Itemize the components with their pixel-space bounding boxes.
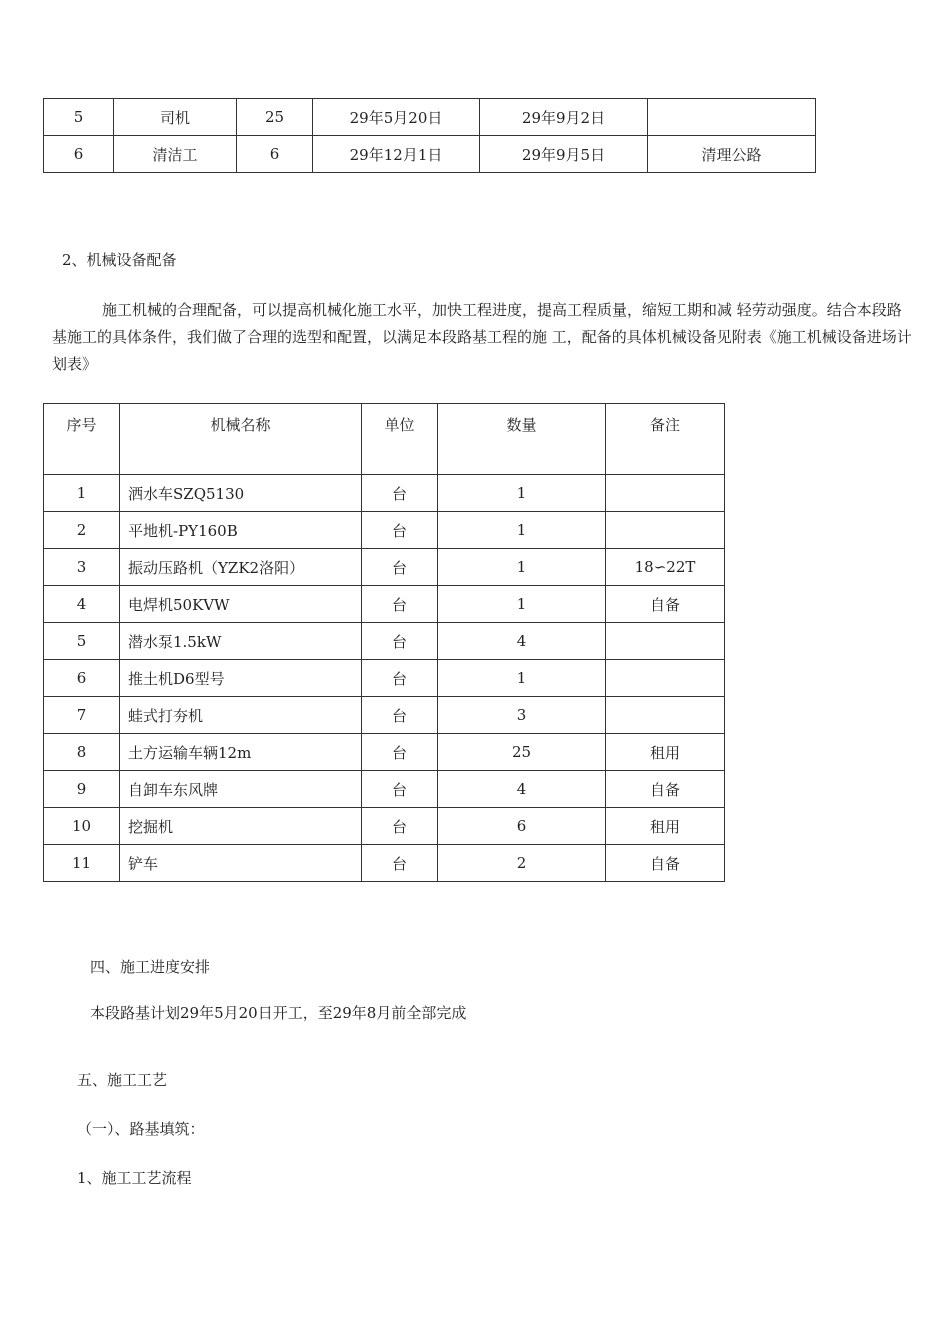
table-row <box>44 660 725 697</box>
table-row <box>44 475 725 512</box>
table-cell: 7 <box>44 697 120 734</box>
process-item-heading: 1、施工工艺流程 <box>77 1169 192 1187</box>
table-cell: 台 <box>362 660 438 697</box>
table-cell: 25 <box>237 99 313 136</box>
table-cell: 1 <box>438 512 606 549</box>
table-cell <box>606 475 725 512</box>
table-cell: 自备 <box>606 771 725 808</box>
table-cell: 11 <box>44 845 120 882</box>
table-cell: 1 <box>44 475 120 512</box>
table-cell: 29年5月20日 <box>313 99 480 136</box>
table-cell: 司机 <box>114 99 237 136</box>
column-header: 数量 <box>438 404 606 475</box>
table-cell: 清洁工 <box>114 136 237 173</box>
table-cell: 自备 <box>606 586 725 623</box>
table-cell: 4 <box>438 623 606 660</box>
worker-table <box>43 98 816 173</box>
table-cell: 6 <box>438 808 606 845</box>
table-cell: 台 <box>362 697 438 734</box>
process-sub-heading: （一）、路基填筑： <box>77 1120 205 1138</box>
table-row <box>44 586 725 623</box>
table-cell: 蛙式打夯机 <box>120 697 362 734</box>
table-cell: 台 <box>362 549 438 586</box>
table-cell: 6 <box>44 136 114 173</box>
table-cell: 6 <box>44 660 120 697</box>
table-cell: 台 <box>362 771 438 808</box>
table-cell: 台 <box>362 586 438 623</box>
column-header: 机械名称 <box>120 404 362 475</box>
machinery-paragraph: 施工机械的合理配备，可以提高机械化施工水平，加快工程进度，提高工程质量，缩短工期和减 轻劳动强度。结合本段路基施工的具体条件，我们做了合理的选型和配置，以满足本段路基工程的施 工，配备的具体机械设备见附表《施工机械设备进场计划表》 <box>52 301 912 373</box>
table-cell: 5 <box>44 99 114 136</box>
table-cell: 29年9月5日 <box>480 136 648 173</box>
table-cell: 3 <box>438 697 606 734</box>
table-cell: 振动压路机（YZK2洛阳） <box>120 549 362 586</box>
process-heading: 五、施工工艺 <box>77 1071 168 1089</box>
table-row <box>44 808 725 845</box>
column-header: 单位 <box>362 404 438 475</box>
table-cell: 平地机-PY160B <box>120 512 362 549</box>
table-cell: 挖掘机 <box>120 808 362 845</box>
table-cell: 潜水泵1.5kW <box>120 623 362 660</box>
table-cell: 4 <box>438 771 606 808</box>
table-cell: 台 <box>362 623 438 660</box>
table-cell: 4 <box>44 586 120 623</box>
table-cell: 1 <box>438 660 606 697</box>
table-cell: 1 <box>438 586 606 623</box>
machine-table <box>43 403 725 882</box>
table-cell <box>606 512 725 549</box>
table-row <box>44 734 725 771</box>
table-row <box>44 697 725 734</box>
column-header: 备注 <box>606 404 725 475</box>
table-row <box>44 623 725 660</box>
table-cell: 8 <box>44 734 120 771</box>
table-cell: 洒水车SZQ5130 <box>120 475 362 512</box>
table-cell: 9 <box>44 771 120 808</box>
table-cell: 土方运输车辆12m <box>120 734 362 771</box>
table-cell: 1 <box>438 549 606 586</box>
table-cell: 台 <box>362 512 438 549</box>
table-row <box>44 845 725 882</box>
table-cell: 18∽22T <box>606 549 725 586</box>
table-cell: 3 <box>44 549 120 586</box>
table-cell: 29年9月2日 <box>480 99 648 136</box>
table-cell: 自卸车东风牌 <box>120 771 362 808</box>
table-cell: 台 <box>362 475 438 512</box>
table-row <box>44 136 816 173</box>
table-cell: 6 <box>237 136 313 173</box>
table-cell: 铲车 <box>120 845 362 882</box>
table-cell: 电焊机50KVW <box>120 586 362 623</box>
table-row <box>44 771 725 808</box>
table-cell <box>606 660 725 697</box>
table-cell: 推土机D6型号 <box>120 660 362 697</box>
table-cell: 1 <box>438 475 606 512</box>
table-cell: 2 <box>44 512 120 549</box>
table-cell <box>648 99 816 136</box>
table-cell: 台 <box>362 845 438 882</box>
machinery-heading: 2、机械设备配备 <box>62 251 177 269</box>
column-header: 序号 <box>44 404 120 475</box>
table-cell: 台 <box>362 734 438 771</box>
table-row <box>44 99 816 136</box>
table-cell: 租用 <box>606 734 725 771</box>
table-row <box>44 512 725 549</box>
table-header-row <box>44 404 725 475</box>
table-cell: 自备 <box>606 845 725 882</box>
table-cell: 10 <box>44 808 120 845</box>
table-row <box>44 549 725 586</box>
schedule-heading: 四、施工进度安排 <box>90 958 211 976</box>
table-cell <box>606 697 725 734</box>
table-cell: 租用 <box>606 808 725 845</box>
table-cell: 25 <box>438 734 606 771</box>
table-cell: 2 <box>438 845 606 882</box>
table-cell: 清理公路 <box>648 136 816 173</box>
schedule-text: 本段路基计划29年5月20日开工，至29年8月前全部完成 <box>90 1004 467 1022</box>
table-cell: 5 <box>44 623 120 660</box>
table-cell: 29年12月1日 <box>313 136 480 173</box>
table-cell: 台 <box>362 808 438 845</box>
table-cell <box>606 623 725 660</box>
